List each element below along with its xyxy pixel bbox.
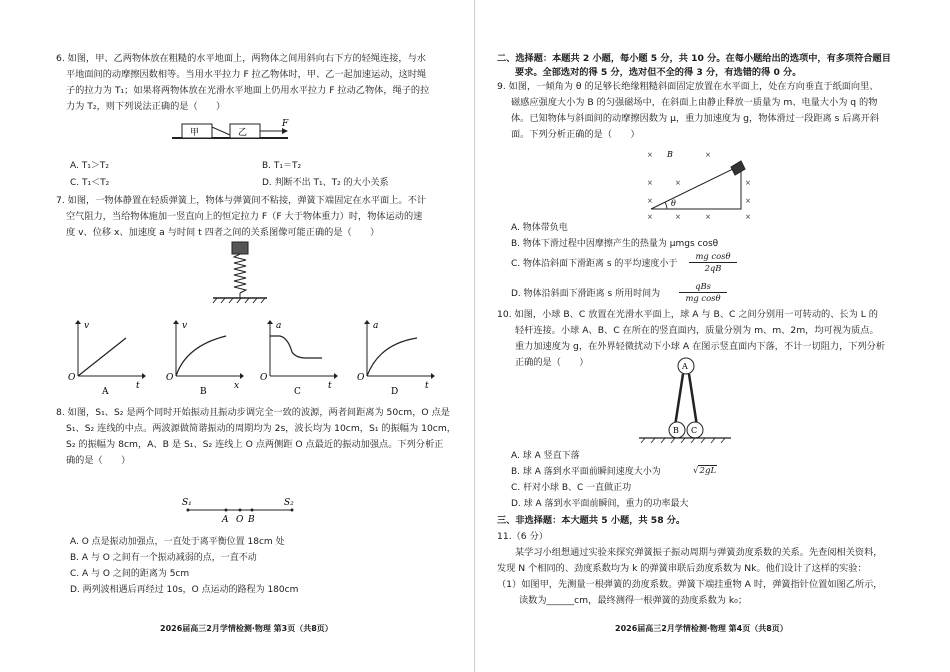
svg-text:t: t xyxy=(136,381,140,391)
q9-label-theta: θ xyxy=(671,199,676,208)
svg-text:t: t xyxy=(425,381,429,391)
q10-label-b: B xyxy=(673,426,679,435)
svg-text:t: t xyxy=(328,381,332,391)
q9-label-b: B xyxy=(667,150,673,159)
q7-spring-figure xyxy=(205,240,275,306)
q9-option-c[interactable]: C. 物体沿斜面下滑距离 s 的平均速度小于 xyxy=(511,259,678,269)
q10-line-2: 轻杆连接。小球 A、B、C 在所在的竖直面内，质量分别为 m、m、2m，均可视为质点。 xyxy=(515,325,879,336)
svg-text:×: × xyxy=(745,197,751,205)
q10-label-a: A xyxy=(682,362,688,371)
q6-option-c[interactable]: C. T₁＜T₂ xyxy=(70,178,110,188)
svg-text:a: a xyxy=(373,321,379,331)
q10-option-b[interactable]: B. 球 A 落到水平面前瞬间速度大小为 xyxy=(511,467,661,477)
q7-graph-c-label: C xyxy=(294,387,301,397)
svg-text:×: × xyxy=(675,213,681,221)
q9-option-a[interactable]: A. 物体带负电 xyxy=(511,223,568,233)
svg-text:×: × xyxy=(647,179,653,187)
svg-text:×: × xyxy=(647,151,653,159)
q6-figure xyxy=(170,118,300,146)
svg-text:O: O xyxy=(68,373,76,383)
q7-graph-b-label: B xyxy=(200,387,207,397)
q9-line-1: 9. 如图，一倾角为 θ 的足够长绝缘粗糙斜面固定放置在水平面上，处在方向垂直于纸面向里、 xyxy=(497,81,879,92)
q7-graph-c xyxy=(258,318,338,396)
q8-line-4: 确的是（ ） xyxy=(66,455,131,466)
q8-option-c[interactable]: C. A 与 O 之间的距离为 5cm xyxy=(70,569,190,579)
svg-text:×: × xyxy=(745,179,751,187)
q6-option-b[interactable]: B. T₁＝T₂ xyxy=(262,161,302,171)
svg-text:×: × xyxy=(647,213,653,221)
svg-text:×: × xyxy=(705,151,711,159)
q6-label-jia: 甲 xyxy=(190,128,200,138)
q11-heading: 11.（6 分） xyxy=(497,531,548,542)
section-3-heading: 三、非选择题：本大题共 5 小题，共 58 分。 xyxy=(497,515,686,526)
q6-line-3: 子的拉力为 T₁；如果将两物体放在光滑水平地面上仍用水平拉力 F 拉动乙物体，绳子的拉 xyxy=(66,85,430,96)
q11-line-3: （1）如图甲，先测量一根弹簧的劲度系数。弹簧下端挂重物 A 时，弹簧指针位置如图乙所示， xyxy=(497,579,883,590)
q11-line-1: 某学习小组想通过实验来探究弹簧振子振动周期与弹簧劲度系数的关系。先查阅相关资料， xyxy=(515,547,883,558)
q9-line-3: 体。已知物体与斜面间的动摩擦因数为 μ，重力加速度为 g，物体滑过一段距离 s 后离开斜 xyxy=(511,113,880,124)
q9-option-d-fraction: qBs mg cosθ xyxy=(679,281,727,304)
q9-line-2: 磁感应强度大小为 B 的匀强磁场中，在斜面上由静止释放一质量为 m、电量大小为 q 的物 xyxy=(511,97,878,108)
q7-graph-a xyxy=(66,318,146,396)
q7-line-2: 空气阻力，当给物体施加一竖直向上的恒定拉力 F（F 大于物体重力）时，物体运动的速 xyxy=(66,211,423,222)
q7-graph-d-label: D xyxy=(391,387,399,397)
q10-option-c[interactable]: C. 杆对小球 B、C 一直做正功 xyxy=(511,483,632,493)
q7-line-1: 7. 如图，一物体静置在轻质弹簧上，物体与弹簧间不粘接，弹簧下端固定在水平面上。不计 xyxy=(56,195,426,206)
q6-option-a[interactable]: A. T₁＞T₂ xyxy=(70,161,109,171)
q9-option-b[interactable]: B. 物体下滑过程中因摩擦产生的热量为 μmgs cosθ xyxy=(511,239,719,249)
q8-label-s2: S₂ xyxy=(284,498,294,508)
q8-option-a[interactable]: A. O 点是振动加强点，一直处于离平衡位置 18cm 处 xyxy=(70,537,285,547)
q10-option-b-sqrt: √2gL xyxy=(693,466,717,476)
q7-graph-a-label: A xyxy=(102,387,109,397)
q8-option-d[interactable]: D. 两列波相遇后再经过 10s，O 点运动的路程为 180cm xyxy=(70,585,299,595)
q8-line-3: S₂ 的振幅为 8cm，A、B 是 S₁、S₂ 连线上 O 点两侧距 O 点最近的振动加强点。下列分析正 xyxy=(66,439,444,450)
svg-text:x: x xyxy=(234,381,240,391)
svg-text:O: O xyxy=(166,373,174,383)
svg-text:O: O xyxy=(260,373,268,383)
q9-option-c-fraction: mg cosθ 2qB xyxy=(689,251,737,274)
page-3-footer: 2026届高三2月学情检测·物理 第3页（共8页） xyxy=(160,624,333,633)
q6-line-1: 6. 如图，甲、乙两物体放在粗糙的水平地面上，两物体之间用斜向右下方的轻绳连接，与水 xyxy=(56,53,426,64)
svg-text:×: × xyxy=(745,213,751,221)
q6-label-yi: 乙 xyxy=(238,128,248,138)
svg-text:O: O xyxy=(357,373,365,383)
svg-text:×: × xyxy=(705,213,711,221)
q7-graph-b xyxy=(164,318,244,396)
q10-line-3: 重力加速度为 g，在外界轻微扰动下小球 A 在图示竖直面内下落，不计一切阻力，下列分析 xyxy=(515,341,886,352)
page-4-footer: 2026届高三2月学情检测·物理 第4页（共8页） xyxy=(615,624,788,633)
q8-line-2: S₁、S₂ 连线的中点。两波源做简谐振动的周期均为 2s，波长均为 10cm，S₁ 的振幅为 10cm， xyxy=(66,423,456,434)
svg-text:v: v xyxy=(182,321,188,331)
svg-text:v: v xyxy=(84,321,90,331)
q10-option-d[interactable]: D. 球 A 落到水平面前瞬间，重力的功率最大 xyxy=(511,499,689,509)
q8-label-b: B xyxy=(248,515,255,525)
q6-label-force: F xyxy=(282,119,289,129)
q6-option-d[interactable]: D. 判断不出 T₁、T₂ 的大小关系 xyxy=(262,178,389,188)
section-2-heading-line-1: 二、选择题：本题共 2 小题，每小题 5 分，共 10 分。在每小题给出的选项中，有多项符合题目 xyxy=(497,53,891,64)
svg-text:×: × xyxy=(675,179,681,187)
q9-option-d[interactable]: D. 物体沿斜面下滑距离 s 所用时间为 xyxy=(511,289,661,299)
q10-option-a[interactable]: A. 球 A 竖直下落 xyxy=(511,451,580,461)
q9-line-4: 面。下列分析正确的是（ ） xyxy=(511,129,640,140)
q8-wave-figure xyxy=(180,496,300,526)
q6-line-4: 力为 T₂，则下列说法正确的是（ ） xyxy=(66,101,226,112)
svg-text:a: a xyxy=(276,321,282,331)
q7-graph-d xyxy=(355,318,435,396)
q7-line-3: 度 v、位移 x、加速度 a 与时间 t 四者之间的关系图像可能正确的是（ ） xyxy=(66,227,380,238)
q8-label-o: O xyxy=(236,515,244,525)
q11-line-4: 读数为______cm，最终测得一根弹簧的劲度系数为 k₀； xyxy=(519,595,748,606)
section-2-heading-line-2: 要求。全部选对的得 5 分，选对但不全的得 3 分，有选错的得 0 分。 xyxy=(515,67,802,78)
q10-label-c: C xyxy=(691,426,698,435)
q8-option-b[interactable]: B. A 与 O 之间有一个振动减弱的点，一直不动 xyxy=(70,553,257,563)
q8-line-1: 8. 如图，S₁、S₂ 是两个同时开始振动且振动步调完全一致的波源，两者间距离为 50cm，O 点是 xyxy=(56,407,450,418)
q8-label-a: A xyxy=(222,515,229,525)
q6-line-2: 平地面间的动摩擦因数相等。当用水平拉力 F 拉乙物体时，甲、乙一起加速运动，这时绳 xyxy=(66,69,427,80)
q10-line-1: 10. 如图，小球 B、C 放置在光滑水平面上，球 A 与 B、C 之间分别用一可转动的、长为 L 的 xyxy=(497,309,878,320)
q8-label-s1: S₁ xyxy=(182,498,192,508)
q11-line-2: 发现 N 个相同的、劲度系数均为 k 的弹簧串联后劲度系数为 Nk。他们设计了这样的实验： xyxy=(497,563,867,574)
q9-incline-figure xyxy=(645,145,755,220)
q10-line-4: 正确的是（ ） xyxy=(515,357,589,368)
q10-balls-figure xyxy=(635,354,735,446)
page-4 xyxy=(475,0,950,672)
svg-text:×: × xyxy=(647,197,653,205)
